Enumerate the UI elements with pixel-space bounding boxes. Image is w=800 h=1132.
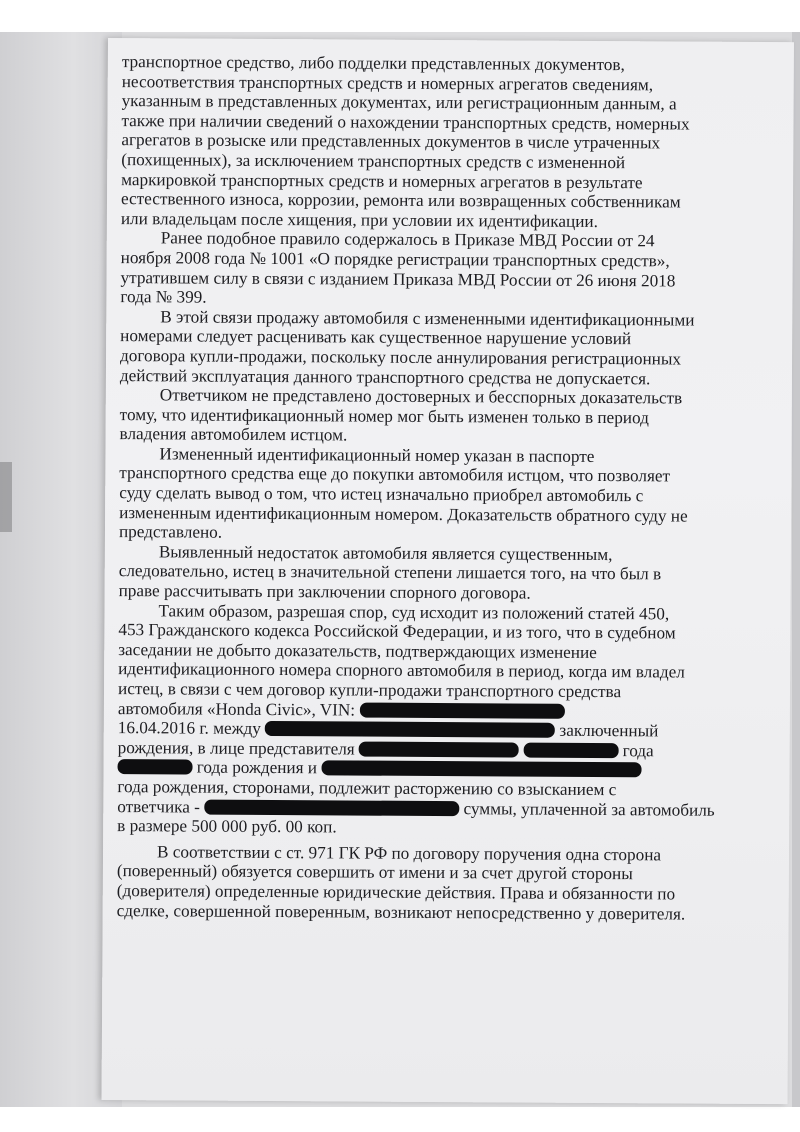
paragraph-3	[120, 307, 772, 389]
text-line: также при наличии сведений о нахождении транспортных средств, номерных	[121, 110, 690, 134]
paragraph-5	[119, 444, 772, 546]
text-line: указанным в представленных документах, или регистрационным данным, а	[121, 91, 677, 114]
contract-date: 16.04.2016 г. между	[117, 718, 261, 739]
text-line: года № 399.	[120, 287, 207, 307]
text-line: агрегатов в розыске или представленных документов в числе утраченных	[121, 130, 661, 153]
paragraph-4	[120, 385, 772, 448]
text-line: заседании не добыто доказательств, подтверждающих изменение	[118, 639, 597, 662]
text-line: или владельцам после хищения, при условии их идентификации.	[120, 208, 599, 231]
year-birth-and: года рождения и	[196, 757, 318, 778]
text-line: 453 Гражданского кодекса Российской Федерации, и из того, что в судебном	[118, 620, 676, 643]
year-word: года	[622, 740, 654, 761]
text-line: Ранее подобное правило содержалось в Приказе МВД России от 24	[160, 228, 655, 251]
text-line: тому, что идентификационный номер мог быть изменен только в период	[119, 404, 649, 427]
text-line: Таким образом, разрешая спор, суд исходит из положений статей 450,	[158, 600, 670, 624]
adjacent-page-edge	[792, 32, 800, 1107]
text-line: ноября 2008 года № 1001 «О порядке регистрации транспортных средств»,	[120, 248, 670, 271]
vin-label: автомобиля «Honda Civic», VIN:	[117, 698, 356, 720]
paragraph-6	[119, 542, 771, 605]
page-shadow	[0, 462, 12, 532]
redacted-vin	[359, 702, 564, 718]
document-page	[102, 38, 794, 1104]
redacted-year	[523, 742, 618, 758]
text-line: истец, в связи с чем договор купли-продажи транспортного средства	[117, 679, 622, 702]
text-line: В соответствии с ст. 971 ГК РФ по договору поручения одна сторона	[156, 842, 662, 865]
text-line: Ответчиком не представлено достоверных и бесспорных доказательств	[159, 385, 683, 408]
sum-text: суммы, уплаченной за автомобиль	[463, 798, 715, 820]
birth-representative: рождения, в лице представителя	[117, 737, 355, 759]
paragraph-1	[121, 52, 774, 232]
concluded-word: заключенный	[559, 720, 659, 741]
text-line: несоответствия транспортных средств и номерных агрегатов сведениям,	[121, 71, 654, 94]
paragraph-7	[117, 601, 770, 840]
text-line: суду сделать вывод о том, что истец изначально приобрел автомобиль с	[119, 483, 644, 506]
redacted-representative	[359, 741, 519, 757]
redacted-birth-year	[118, 759, 193, 774]
redacted-defendant	[204, 799, 459, 816]
text-line: транспортное средство, либо подделки представленных документов,	[121, 52, 625, 75]
text-line: номерами следует расценивать как существенное нарушение условий	[120, 326, 632, 349]
text-line: Измененный идентификационный номер указан в паспорте	[159, 444, 595, 466]
text-line: действий эксплуатация данного транспортного средства не допускается.	[119, 365, 651, 388]
text-line: (поверенный) обязуется совершить от имени и за счет другой стороны	[116, 861, 633, 884]
text-line: В этой связи продажу автомобиля с измененными идентификационными	[160, 307, 695, 330]
redacted-second-party	[321, 761, 641, 778]
text-line: естественного износа, коррозии, ремонта или возвращенных собственникам	[120, 189, 681, 212]
text-line: договора купли-продажи, поскольку после аннулирования регистрационных	[120, 345, 682, 369]
text-line: следовательно, истец в значительной степени лишается того, на что был в	[118, 561, 662, 584]
text-line: маркировкой транспортных средств и номерных агрегатов в результате	[121, 169, 643, 192]
text-line: (доверителя) определенные юридические действия. Права и обязанности по	[116, 881, 676, 904]
defendant-label: ответчика -	[117, 796, 200, 817]
text-line: утратившем силу в связи с изданием Приказа МВД России от 26 июня 2018	[120, 267, 676, 291]
text-line: идентификационного номера спорного автомобиля в период, когда им владел	[118, 659, 685, 682]
text-line: сделке, совершенной поверенным, возникают непосредственно у доверителя.	[116, 900, 686, 924]
redacted-party-name	[265, 721, 555, 738]
text-line: в размере 500 000 руб. 00 коп.	[117, 816, 337, 837]
text-line: представлено.	[118, 522, 223, 542]
text-line: года рождения, сторонами, подлежит расторжению со взысканием с	[117, 777, 617, 800]
text-line: (похищенных), за исключением транспортных средств с измененной	[121, 150, 626, 173]
text-line: владения автомобилем истцом.	[119, 424, 348, 445]
text-line: измененным идентификационным номером. Доказательств обратного суду не	[119, 502, 688, 526]
document-text	[117, 52, 774, 924]
text-line: транспортного средства еще до покупки автомобиля истцом, что позволяет	[119, 463, 671, 486]
paragraph-8	[117, 842, 769, 924]
text-line: праве рассчитывать при заключении спорного договора.	[118, 581, 531, 603]
text-line: Выявленный недостаток автомобиля является существенным,	[158, 542, 613, 564]
paragraph-2	[120, 228, 772, 310]
